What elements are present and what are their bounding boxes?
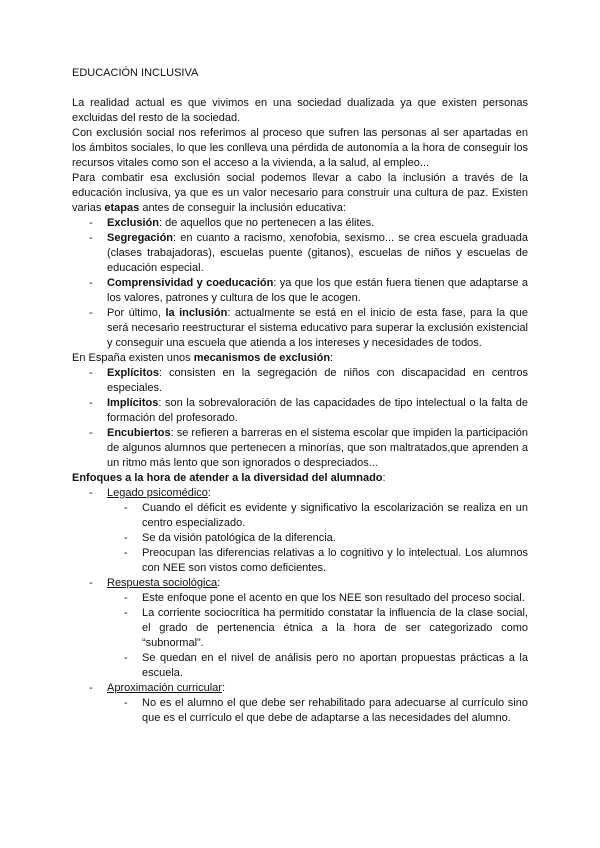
enfoques-heading-text: Enfoques a la hora de atender a la diversidad del alumnado xyxy=(72,472,383,484)
list-item: - La corriente sociocrítica ha permitido constatar la influencia de la clase social, el grado de pertenencia étnica a la hora de ser categorizado como “subnormal”. xyxy=(107,606,528,651)
item-text: : se refieren a barreras en el sistema escolar que impiden la participación de algunos alumnos que pertenecen a minorías, que son maltratados,que aprenden a un ritmo más lento que son ignorados o despreciados... xyxy=(107,427,528,469)
list-item xyxy=(72,276,528,306)
list-item xyxy=(72,426,528,471)
paragraph-intro: La realidad actual es que vivimos en una sociedad dualizada ya que existen personas excluidas del resto de la sociedad. xyxy=(72,97,528,124)
document-page xyxy=(72,66,528,726)
item-term: la inclusión xyxy=(165,307,228,319)
paragraph-exclusion-definition: Con exclusión social nos referimos al proceso que sufren las personas al ser apartadas en los ámbitos sociales, lo que les conlleva una pérdida de autonomía a la hora de conseguir los recursos vitales como son el acceso a la vivienda, a la salud, al empleo... xyxy=(72,127,528,169)
paragraph-inclusion xyxy=(72,171,528,216)
list-item xyxy=(72,306,528,351)
list-item xyxy=(72,231,528,276)
list-item xyxy=(72,681,528,726)
item-text: : consisten en la segregación de niños con discapacidad en centros especiales. xyxy=(107,367,528,394)
document-title: EDUCACIÓN INCLUSIVA xyxy=(72,67,199,79)
item-text: : son la sobrevaloración de las capacidades de tipo intelectual o la falta de formación del profesorado. xyxy=(107,397,528,424)
mecanismos-term: mecanismos de exclusión xyxy=(193,352,331,364)
mecanismos-intro-end: : xyxy=(330,352,334,364)
paragraph-inclusion-text: Para combatir esa exclusión social podemos llevar a cabo la inclusión a través de la educación inclusiva, ya que es un valor necesario para construir una cultura de paz. Existen varias xyxy=(72,172,528,214)
enfoque-name: Respuesta sociológica xyxy=(107,577,218,589)
item-text: : actualmente se está en el inicio de esta fase, para la que será necesario reestructurar el sistema educativo para superar la exclusión existencial y conseguir una escuela que atienda a los intereses y necesidades de todos. xyxy=(107,307,528,349)
item-term: Segregación xyxy=(107,232,174,244)
enfoque-name: Aproximación curricular xyxy=(107,682,222,694)
item-term: Implícitos xyxy=(107,397,159,409)
list-item xyxy=(72,366,528,396)
paragraph-inclusion-end: antes de conseguir la inclusión educativa: xyxy=(139,202,346,214)
item-term: Encubiertos xyxy=(107,427,171,439)
enfoque-colon: : xyxy=(217,577,221,589)
etapas-list xyxy=(72,216,528,351)
mecanismos-list xyxy=(72,366,528,471)
paragraph-mecanismos xyxy=(72,351,528,366)
list-item: - Se da visión patológica de la diferencia. xyxy=(107,531,528,546)
item-text: : de aquellos que no pertenecen a las élites. xyxy=(158,217,375,229)
mecanismos-intro-text: En España existen unos xyxy=(72,352,194,364)
list-item xyxy=(72,486,528,576)
enfoque-colon: : xyxy=(221,682,225,694)
etapas-term: etapas xyxy=(104,202,140,214)
list-item xyxy=(72,576,528,681)
list-item xyxy=(72,396,528,426)
sublist xyxy=(107,591,528,681)
item-text: : ya que los que están fuera tienen que adaptarse a los valores, patrones y cultura de los que le acogen. xyxy=(107,277,528,304)
list-item: - Este enfoque pone el acento en que los NEE son resultado del proceso social. xyxy=(107,591,528,606)
enfoques-heading-colon: : xyxy=(382,472,386,484)
item-text: : en cuanto a racismo, xenofobia, sexismo... se crea escuela graduada (clases trabajadoras), escuelas puente (gitanos), escuelas de niños y escuelas de educación especial. xyxy=(107,232,528,274)
enfoques-list xyxy=(72,486,528,726)
item-term: Exclusión xyxy=(107,217,159,229)
list-item: - No es el alumno el que debe ser rehabilitado para adecuarse al currículo sino que es el currículo el que debe de adaptarse a las necesidades del alumno. xyxy=(107,696,528,726)
item-term: Comprensividad y coeducación xyxy=(107,277,274,289)
enfoque-name: Legado psicomédico xyxy=(107,487,208,499)
sublist xyxy=(107,501,528,576)
list-item: - Cuando el déficit es evidente y significativo la escolarización se realiza en un centro especializado. xyxy=(107,501,528,531)
item-term: Explícitos xyxy=(107,367,159,379)
list-item xyxy=(72,216,528,231)
list-item: - Se quedan en el nivel de análisis pero no aportan propuestas prácticas a la escuela. xyxy=(107,651,528,681)
enfoques-heading xyxy=(72,471,528,486)
list-item: - Preocupan las diferencias relativas a lo cognitivo y lo intelectual. Los alumnos con NEE son vistos como deficientes. xyxy=(107,546,528,576)
sublist xyxy=(107,696,528,726)
enfoque-colon: : xyxy=(207,487,211,499)
item-prefix: Por último, xyxy=(107,307,166,319)
